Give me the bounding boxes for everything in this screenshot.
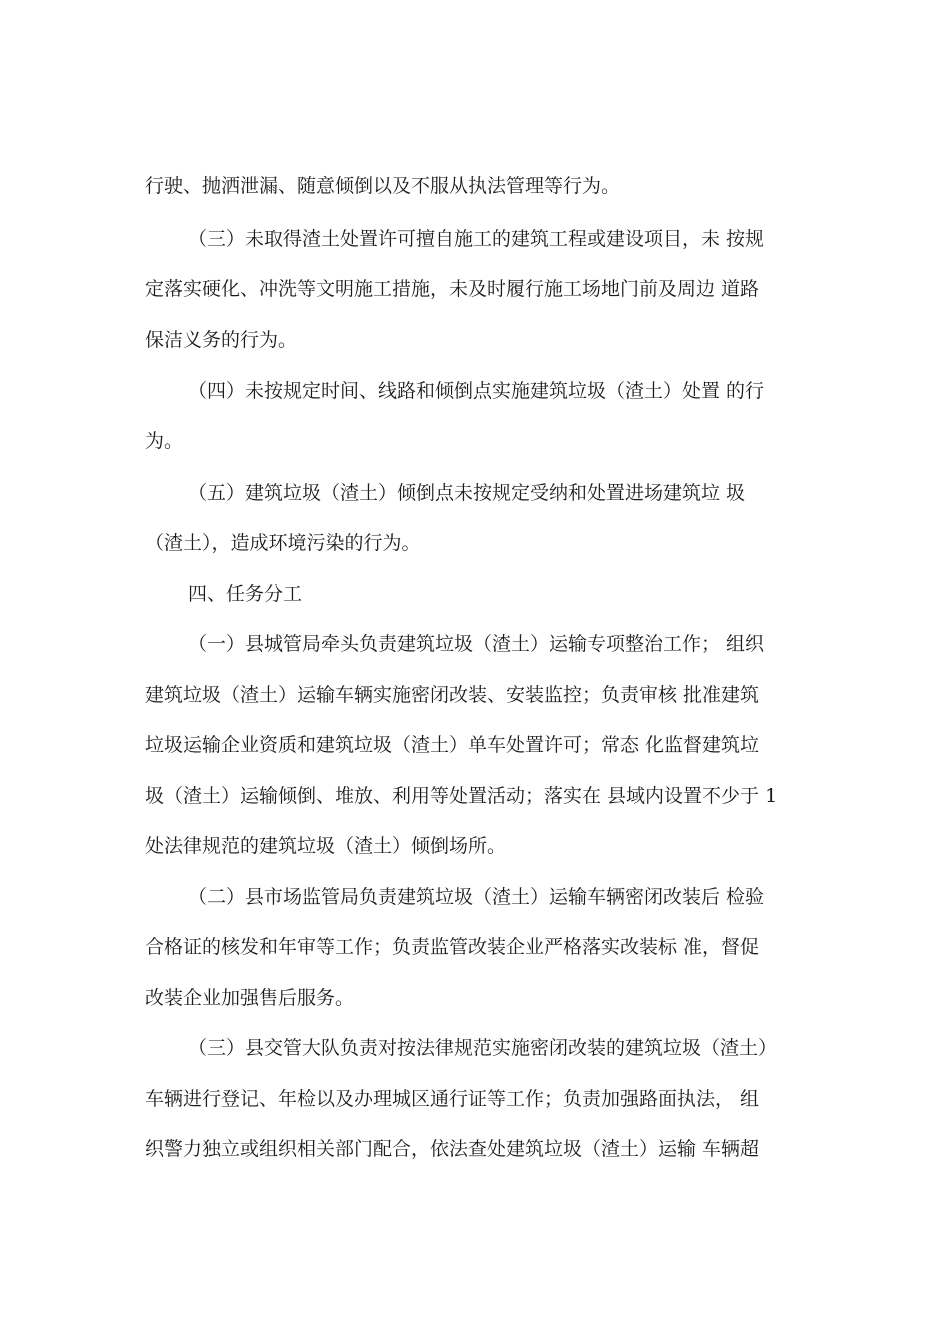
text-line: 合格证的核发和年审等工作；负责监管改装企业严格落实改装标 准，督促: [145, 936, 760, 958]
text-line: 车辆进行登记、年检以及办理城区通行证等工作；负责加强路面执法， 组: [145, 1088, 760, 1110]
text-line: （一）县城管局牵头负责建筑垃圾（渣土）运输专项整治工作； 组织: [188, 633, 765, 655]
text-line: 保洁义务的行为。: [145, 329, 298, 351]
section-heading: 四、任务分工: [188, 583, 303, 605]
text-line: 圾（渣土）运输倾倒、堆放、利用等处置活动；落实在 县域内设置不少于 1: [145, 785, 778, 807]
text-line: （四）未按规定时间、线路和倾倒点实施建筑垃圾（渣土）处置 的行: [188, 380, 765, 402]
text-line: 建筑垃圾（渣土）运输车辆实施密闭改装、安装监控；负责审核 批准建筑: [145, 684, 760, 706]
text-line: 处法律规范的建筑垃圾（渣土）倾倒场所。: [145, 835, 507, 857]
text-line: （渣土），造成环境污染的行为。: [145, 532, 421, 554]
text-line: 定落实硬化、冲洗等文明施工措施，未及时履行施工场地门前及周边 道路: [145, 278, 760, 300]
text-line: （五）建筑垃圾（渣土）倾倒点未按规定受纳和处置进场建筑垃 圾: [188, 482, 746, 504]
text-line: 为。: [145, 430, 184, 452]
text-line: （二）县市场监管局负责建筑垃圾（渣土）运输车辆密闭改装后 检验: [188, 886, 765, 908]
text-line: （三）县交管大队负责对按法律规范实施密闭改装的建筑垃圾（渣土）: [188, 1037, 778, 1059]
text-line: （三）未取得渣土处置许可擅自施工的建筑工程或建设项目，未 按规: [188, 228, 765, 250]
text-line: 垃圾运输企业资质和建筑垃圾（渣土）单车处置许可；常态 化监督建筑垃: [145, 734, 760, 756]
text-line: 行驶、抛洒泄漏、随意倾倒以及不服从执法管理等行为。: [145, 175, 621, 197]
text-line: 织警力独立或组织相关部门配合，依法查处建筑垃圾（渣土）运输 车辆超: [145, 1138, 760, 1160]
text-line: 改装企业加强售后服务。: [145, 987, 355, 1009]
